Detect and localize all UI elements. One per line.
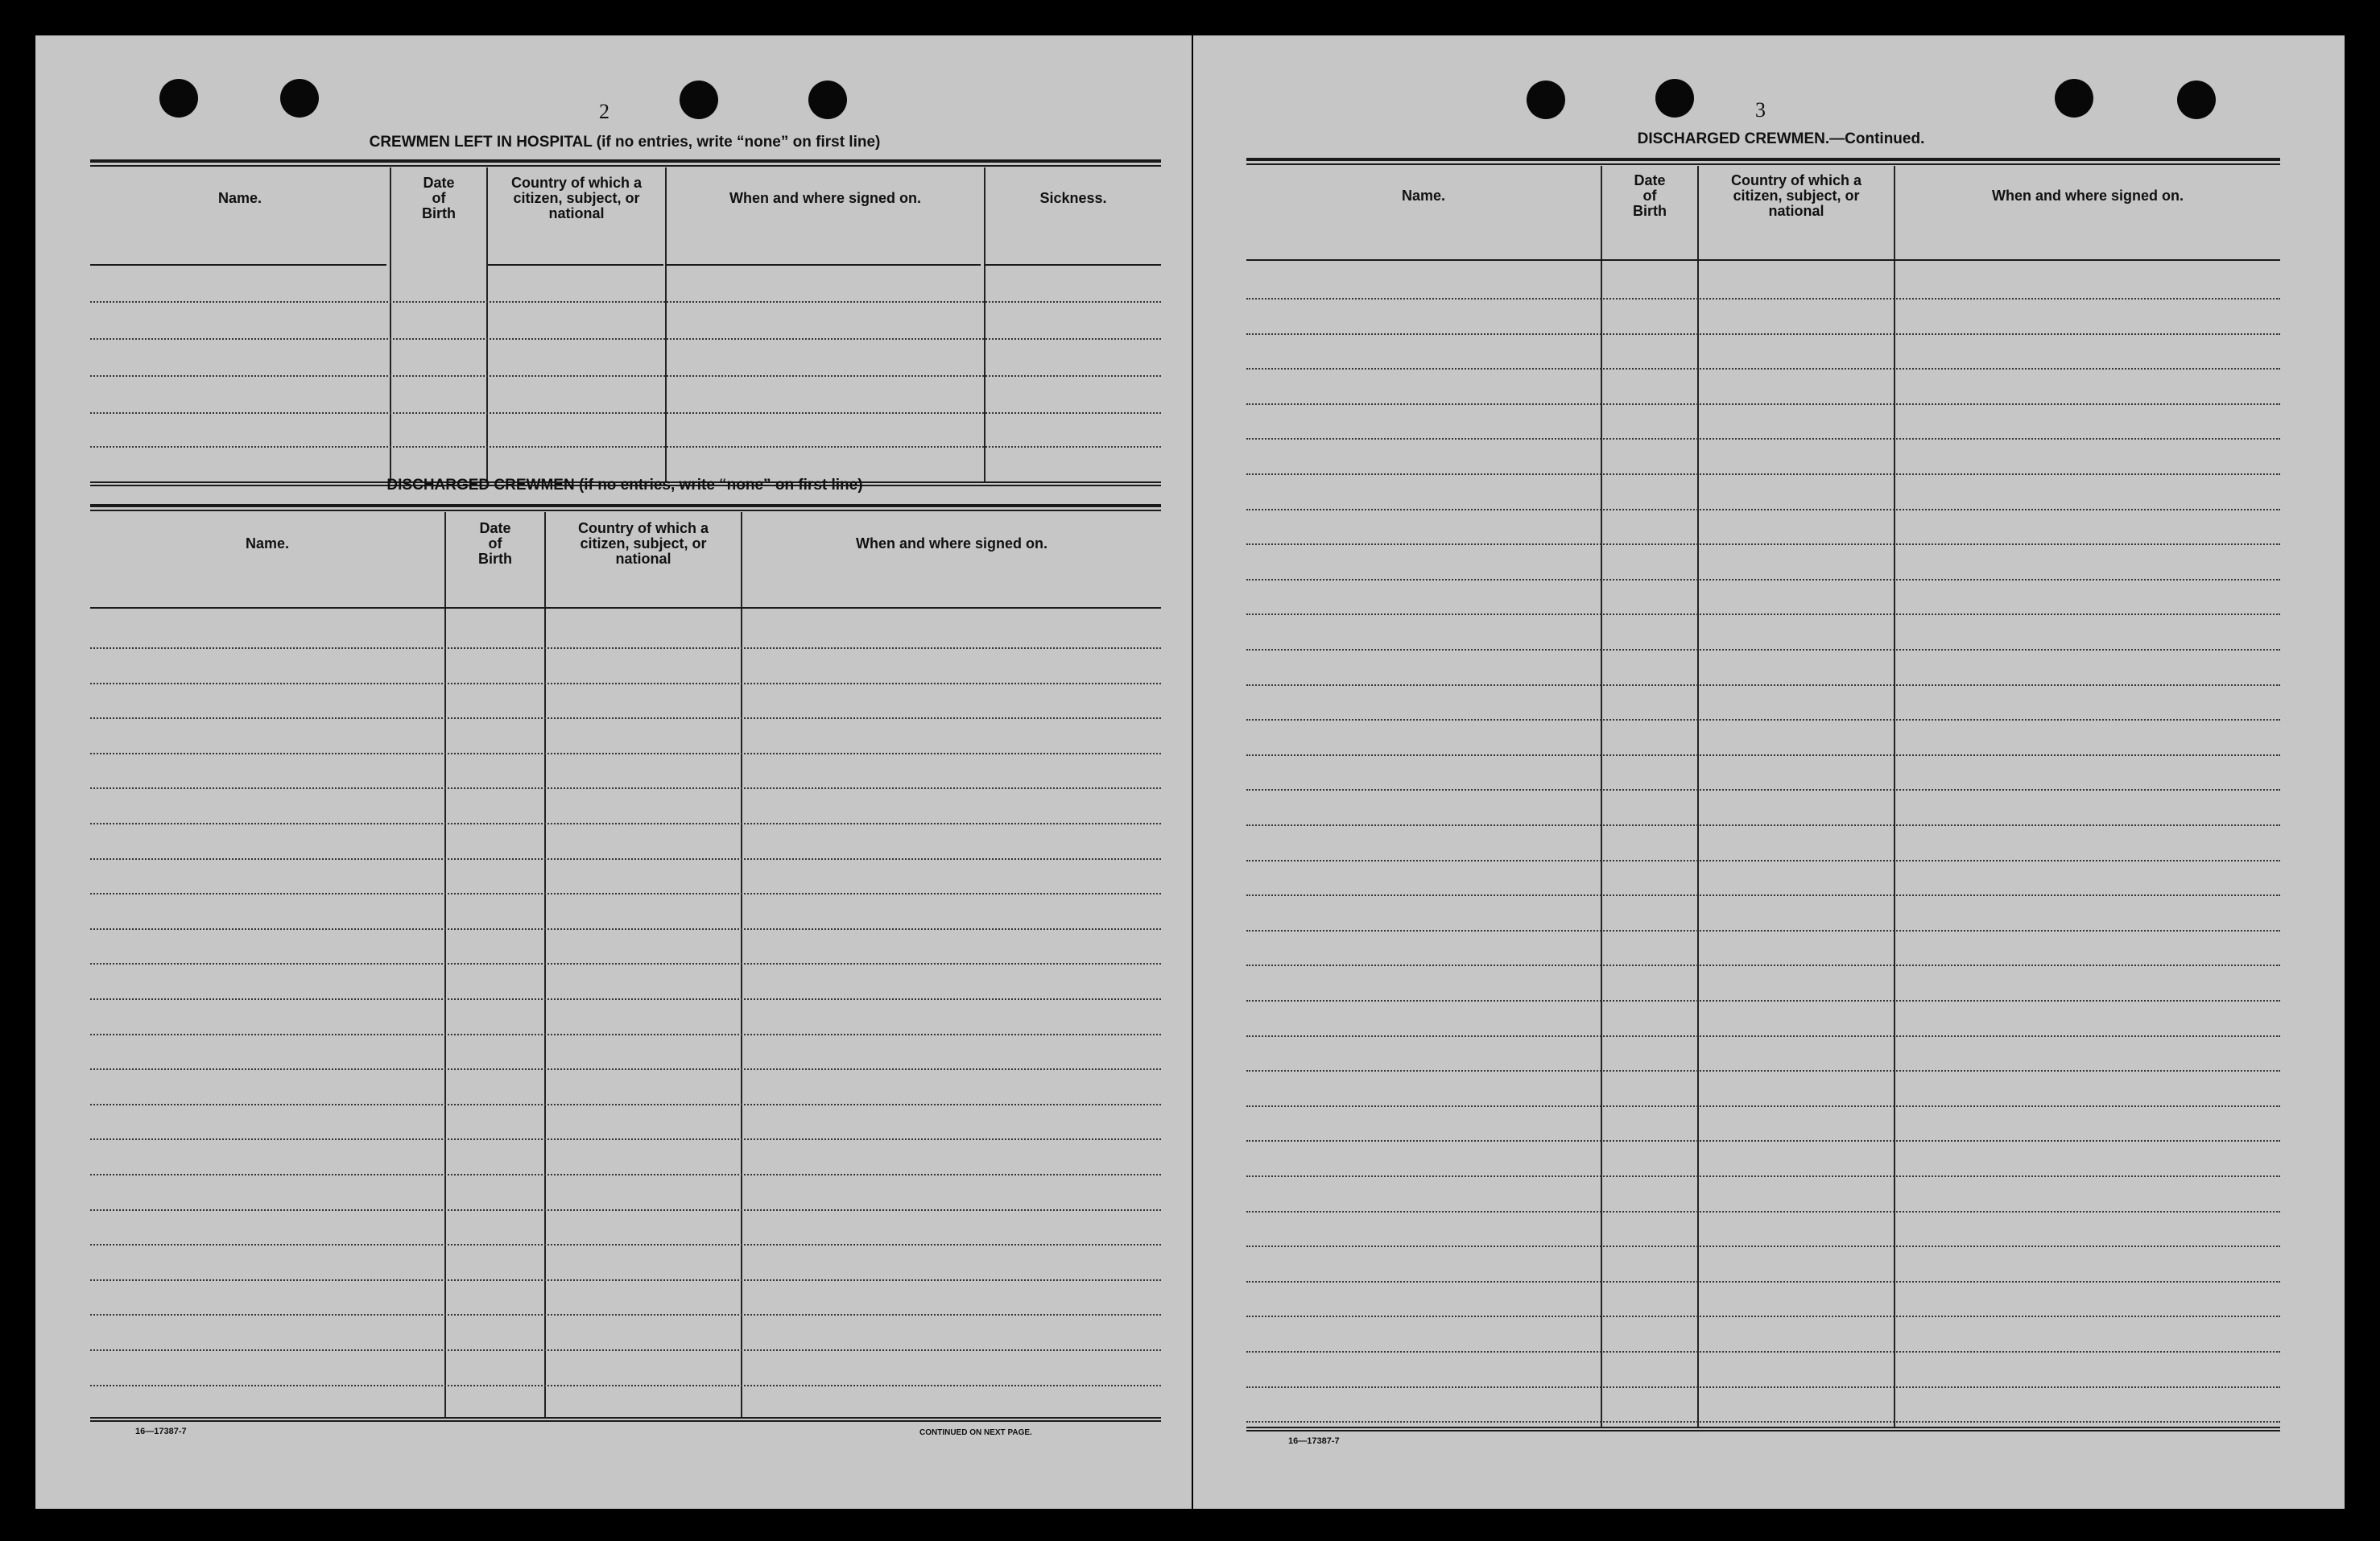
ruled-line [1246, 579, 2280, 580]
ruled-line [1246, 438, 2280, 440]
column-header-name: Name. [1401, 187, 1446, 204]
ruled-line [90, 1104, 1161, 1105]
ruled-line [1246, 754, 2280, 756]
column-header-when-where-signed: When and where signed on. [1991, 187, 2184, 204]
column-header-country: Country of which a citizen, subject, or national [511, 174, 642, 221]
ruled-line [90, 717, 1161, 719]
ruled-line [90, 1138, 1161, 1140]
ruled-line [90, 1349, 1161, 1351]
ruled-line [1246, 930, 2280, 932]
ruled-line [1246, 1421, 2280, 1423]
binder-hole [1527, 81, 1565, 119]
ruled-line [1246, 860, 2280, 861]
ruled-line [90, 1244, 1161, 1246]
ruled-line [1246, 719, 2280, 721]
ruled-line [1246, 333, 2280, 335]
ruled-line [90, 1068, 1161, 1070]
ruled-line [1246, 1070, 2280, 1072]
ruled-line [90, 998, 1161, 1000]
binder-hole [1655, 79, 1694, 118]
ruled-line [1246, 543, 2280, 545]
form-number: 16—17387-7 [135, 1427, 187, 1436]
ruled-line [1246, 1316, 2280, 1317]
column-header-name: Name. [217, 189, 262, 206]
discharged-section-title: DISCHARGED CREWMEN (if no entries, write “none” on first line) [386, 477, 863, 494]
ruled-line [1246, 684, 2280, 686]
column-header-sickness: Sickness. [1039, 189, 1107, 206]
ruled-line [90, 647, 1161, 649]
page-number: 3 [1755, 98, 1766, 122]
column-header-when-where-signed: When and where signed on. [729, 189, 922, 206]
ruled-line [1246, 649, 2280, 651]
column-header-country: Country of which a citizen, subject, or national [578, 519, 709, 567]
ruled-line [90, 1034, 1161, 1035]
ruled-line [1246, 1386, 2280, 1388]
column-header-date-of-birth: Date of Birth [422, 174, 456, 221]
ruled-line [1246, 1211, 2280, 1213]
continued-note: CONTINUED ON NEXT PAGE. [919, 1428, 1032, 1437]
ruled-line [1246, 368, 2280, 370]
ruled-line [1246, 965, 2280, 966]
ruled-line [1246, 894, 2280, 896]
ruled-line [90, 1209, 1161, 1211]
ruled-line [90, 823, 1161, 824]
ruled-line [1246, 473, 2280, 475]
ruled-line [1246, 403, 2280, 405]
column-header-date-of-birth: Date of Birth [478, 519, 512, 567]
ruled-line [90, 1174, 1161, 1175]
ruled-line [1246, 789, 2280, 791]
ruled-line [90, 683, 1161, 684]
binder-hole [2055, 79, 2093, 118]
discharged-table [90, 504, 1161, 1422]
ruled-line [1246, 824, 2280, 826]
ruled-line [1246, 1140, 2280, 1142]
ruled-line [90, 893, 1161, 894]
form-number: 16—17387-7 [1288, 1436, 1340, 1446]
binder-hole [808, 81, 847, 119]
ruled-line [1246, 1000, 2280, 1002]
ruled-line [90, 1385, 1161, 1386]
ruled-line [90, 963, 1161, 965]
ruled-line [90, 787, 1161, 789]
column-header-name: Name. [245, 535, 290, 552]
ruled-line [1246, 1281, 2280, 1283]
ruled-line [1246, 1175, 2280, 1177]
right-page [1193, 35, 2345, 1509]
discharged-continued-table [1246, 158, 2280, 1432]
ruled-line [1246, 509, 2280, 510]
ruled-line [1246, 1035, 2280, 1037]
left-page [35, 35, 1192, 1509]
ruled-line [90, 858, 1161, 860]
column-header-when-where-signed: When and where signed on. [855, 535, 1048, 552]
page-number: 2 [599, 100, 609, 123]
hospital-table [90, 159, 1161, 486]
ruled-line [1246, 1351, 2280, 1353]
ruled-line [1246, 1246, 2280, 1247]
ruled-line [1246, 1105, 2280, 1107]
ruled-line [90, 1279, 1161, 1281]
ruled-line [1246, 298, 2280, 300]
column-header-country: Country of which a citizen, subject, or national [1731, 171, 1861, 219]
binder-hole [2177, 81, 2216, 119]
ruled-line [90, 753, 1161, 754]
binder-hole [280, 79, 319, 118]
ruled-line [90, 928, 1161, 930]
ruled-line [90, 1314, 1161, 1316]
column-header-date-of-birth: Date of Birth [1633, 171, 1667, 219]
ruled-line [1246, 614, 2280, 615]
hospital-section-title: CREWMEN LEFT IN HOSPITAL (if no entries, write “none” on first line) [369, 134, 881, 151]
binder-hole [680, 81, 718, 119]
binder-hole [159, 79, 198, 118]
discharged-continued-title: DISCHARGED CREWMEN.—Continued. [1637, 130, 1925, 147]
